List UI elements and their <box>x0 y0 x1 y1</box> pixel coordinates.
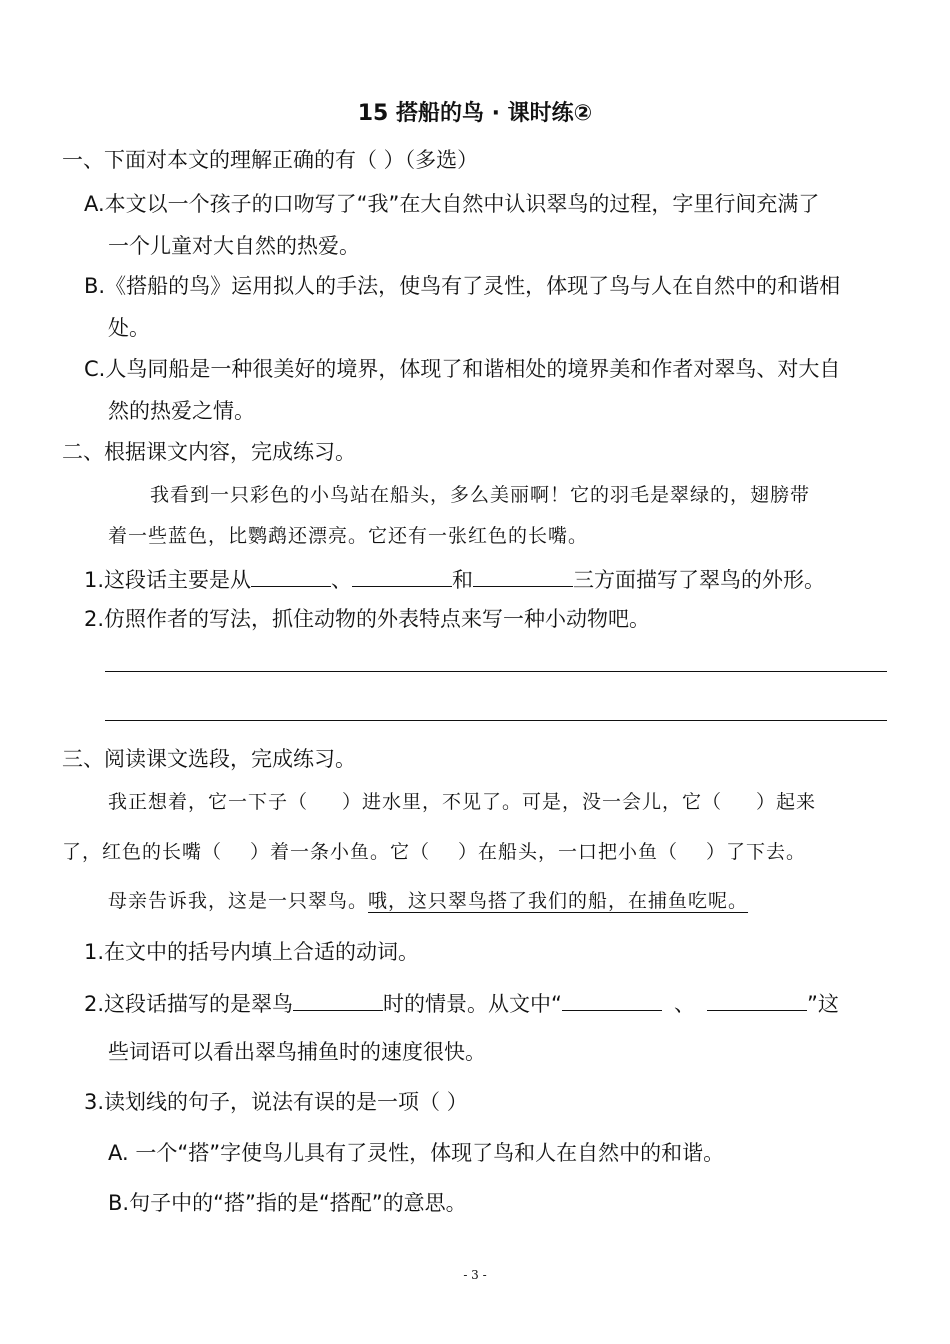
section2-question1 <box>84 564 825 594</box>
q2-text-b: 时的情景。从文中“ <box>383 992 562 1016</box>
q3-option-b: B.句子中的“搭”指的是“搭配”的意思。 <box>108 1191 467 1215</box>
option-b-line1: B.《搭船的鸟》运用拟人的手法，使鸟有了灵性，体现了鸟与人在自然中的和谐相 <box>84 274 841 298</box>
passage2-line3 <box>108 887 748 915</box>
underlined-sentence: 哦，这只翠鸟搭了我们的船，在捕鱼吃呢。 <box>368 890 749 912</box>
answer-blank[interactable] <box>293 988 383 1011</box>
answer-blank[interactable] <box>251 564 331 587</box>
option-a-line1: A.本文以一个孩子的口吻写了“我”在大自然中认识翠鸟的过程，字里行间充满了 <box>84 192 820 216</box>
passage-text: 母亲告诉我，这是一只翠鸟。 <box>108 890 369 912</box>
passage-text: ）起来 <box>756 791 817 813</box>
answer-blank[interactable] <box>562 988 662 1011</box>
q2-text-d: ”这 <box>806 992 839 1016</box>
q2-text-c: 、 <box>673 992 695 1016</box>
writing-line[interactable] <box>105 671 887 672</box>
q3-option-a: A. 一个“搭”字使鸟儿具有了灵性，体现了鸟和人在自然中的和谐。 <box>108 1141 725 1165</box>
answer-blank[interactable] <box>473 564 573 587</box>
section2-question2: 2.仿照作者的写法，抓住动物的外表特点来写一种小动物吧。 <box>84 607 651 631</box>
q1-text-b: 、 <box>331 568 353 592</box>
section3-question2-line2: 些词语可以看出翠鸟捕鱼时的速度很快。 <box>108 1040 486 1064</box>
option-a-line2: 一个儿童对大自然的热爱。 <box>108 234 360 258</box>
section3-question3: 3.读划线的句子，说法有误的是一项（ ） <box>84 1090 468 1114</box>
q1-text-c: 和 <box>452 568 474 592</box>
answer-blank[interactable] <box>352 564 452 587</box>
answer-blank[interactable] <box>707 988 807 1011</box>
passage-text: 我正想着，它一下子（ <box>108 791 309 813</box>
passage-text: 了，红色的长嘴（ <box>62 841 223 863</box>
q2-text-a: 2.这段话描写的是翠鸟 <box>84 992 294 1016</box>
section3-question1: 1.在文中的括号内填上合适的动词。 <box>84 940 420 964</box>
passage-text: ）着一条小鱼。它（ <box>250 841 431 863</box>
page-number: - 3 - <box>463 1268 487 1282</box>
worksheet-title: 15 搭船的鸟 · 课时练② <box>357 101 593 126</box>
passage-text: ）进水里，不见了。可是，没一会儿，它（ <box>342 791 723 813</box>
q1-text-d: 三方面描写了翠鸟的外形。 <box>573 568 826 592</box>
passage-text: ）了下去。 <box>706 841 807 863</box>
passage2-line2 <box>62 838 806 866</box>
section3-heading: 三、阅读课文选段，完成练习。 <box>62 747 356 771</box>
section1-heading: 一、下面对本文的理解正确的有（ ）（多选） <box>62 148 479 172</box>
section2-heading: 二、根据课文内容，完成练习。 <box>62 440 356 464</box>
passage1-line2: 着一些蓝色，比鹦鹉还漂亮。它还有一张红色的长嘴。 <box>108 525 589 547</box>
option-c-line2: 然的热爱之情。 <box>108 399 255 423</box>
section3-question2 <box>84 988 839 1018</box>
writing-line[interactable] <box>105 720 887 721</box>
option-c-line1: C.人鸟同船是一种很美好的境界，体现了和谐相处的境界美和作者对翠鸟、对大自 <box>84 357 841 381</box>
passage-text: ）在船头，一口把小鱼（ <box>458 841 679 863</box>
q1-text-a: 1.这段话主要是从 <box>84 568 252 592</box>
option-b-line2: 处。 <box>108 316 150 340</box>
passage1-line1: 我看到一只彩色的小鸟站在船头，多么美丽啊！它的羽毛是翠绿的，翅膀带 <box>150 484 811 506</box>
passage2-line1 <box>108 788 816 816</box>
